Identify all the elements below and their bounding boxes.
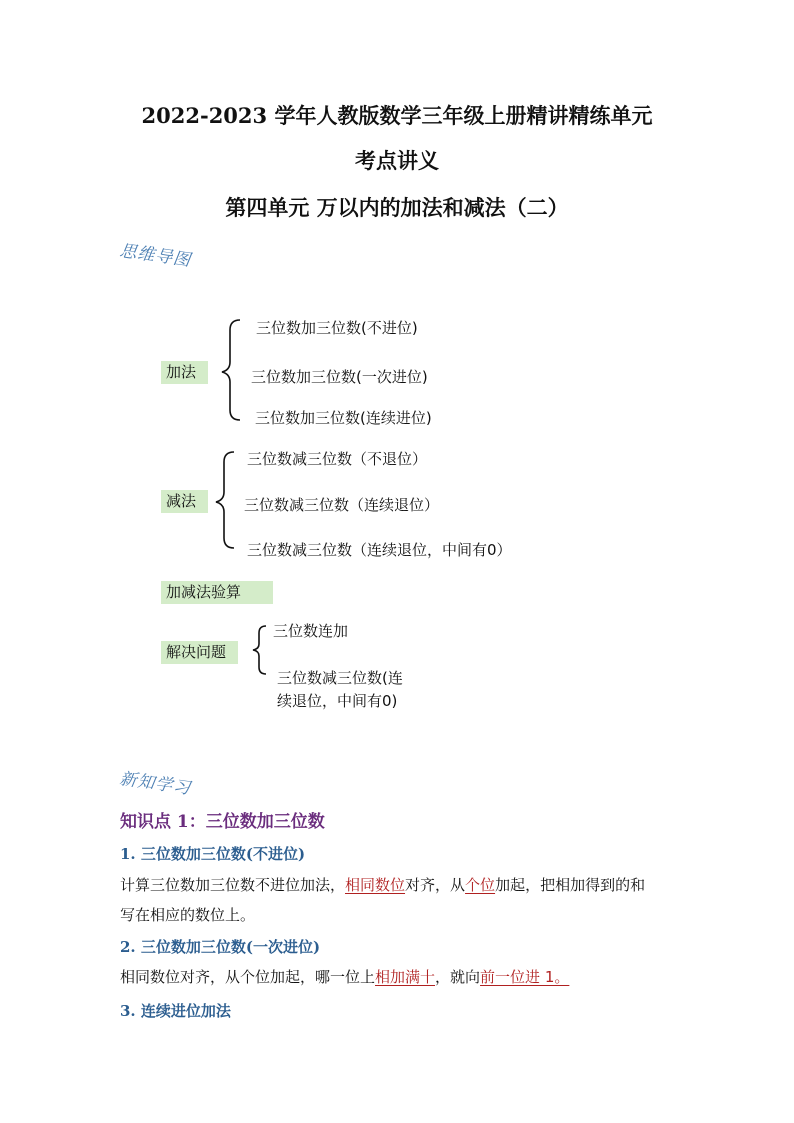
problem-label: 解决问题 — [161, 641, 238, 664]
s2-underline-carry: 前一位进 1。 — [480, 968, 570, 986]
subtraction-label: 减法 — [161, 490, 208, 513]
problem-item-2-line1: 三位数减三位数(连 — [277, 669, 403, 687]
s1-text-c: 对齐，从 — [405, 876, 466, 894]
problem-item-1: 三位数连加 — [273, 622, 349, 640]
s2-paragraph — [120, 962, 569, 992]
doc-title-line1: 2022-2023 学年人教版数学三年级上册精讲精练单元 — [141, 103, 653, 128]
s2-title: 2. 三位数加三位数(一次进位) — [120, 938, 321, 956]
problem-item-2-line2: 续退位，中间有0) — [277, 692, 398, 710]
s3-title: 3. 连续进位加法 — [120, 1002, 231, 1020]
kp1-title: 知识点 1：三位数加三位数 — [120, 812, 325, 832]
subtraction-item-1: 三位数减三位数（不退位） — [247, 450, 428, 468]
check-label: 加减法验算 — [161, 581, 273, 604]
addition-item-1: 三位数加三位数(不进位) — [256, 319, 418, 337]
s1-underline-same-digit: 相同数位 — [345, 876, 406, 894]
subtraction-item-2: 三位数减三位数（连续退位） — [244, 496, 440, 514]
s2-text-c: ，就向 — [435, 968, 481, 986]
addition-item-2: 三位数加三位数(一次进位) — [251, 368, 428, 386]
s1-title: 1. 三位数加三位数(不进位) — [120, 845, 306, 863]
learning-tag: 新知学习 — [118, 769, 193, 799]
s2-underline-sum-ten: 相加满十 — [375, 968, 436, 986]
mindmap-tag: 思维导图 — [118, 241, 193, 271]
subtraction-brace — [212, 450, 238, 550]
s1-text-e: 加起，把相加得到的和 — [495, 876, 646, 894]
addition-item-3: 三位数加三位数(连续进位) — [255, 409, 432, 427]
s1-text-a: 计算三位数加三位数不进位加法， — [120, 876, 346, 894]
unit-title: 第四单元 万以内的加法和减法（二） — [225, 195, 569, 220]
problem-brace — [250, 624, 270, 676]
subtraction-item-3: 三位数减三位数（连续退位，中间有0） — [247, 541, 512, 559]
addition-label: 加法 — [161, 361, 208, 384]
s1-underline-ones: 个位 — [465, 876, 496, 894]
s1-paragraph-line2: 写在相应的数位上。 — [120, 906, 256, 924]
doc-title-line2: 考点讲义 — [355, 148, 439, 173]
addition-brace — [218, 318, 244, 422]
s1-paragraph-line1 — [120, 870, 645, 900]
s2-text-a: 相同数位对齐，从个位加起，哪一位上 — [120, 968, 376, 986]
